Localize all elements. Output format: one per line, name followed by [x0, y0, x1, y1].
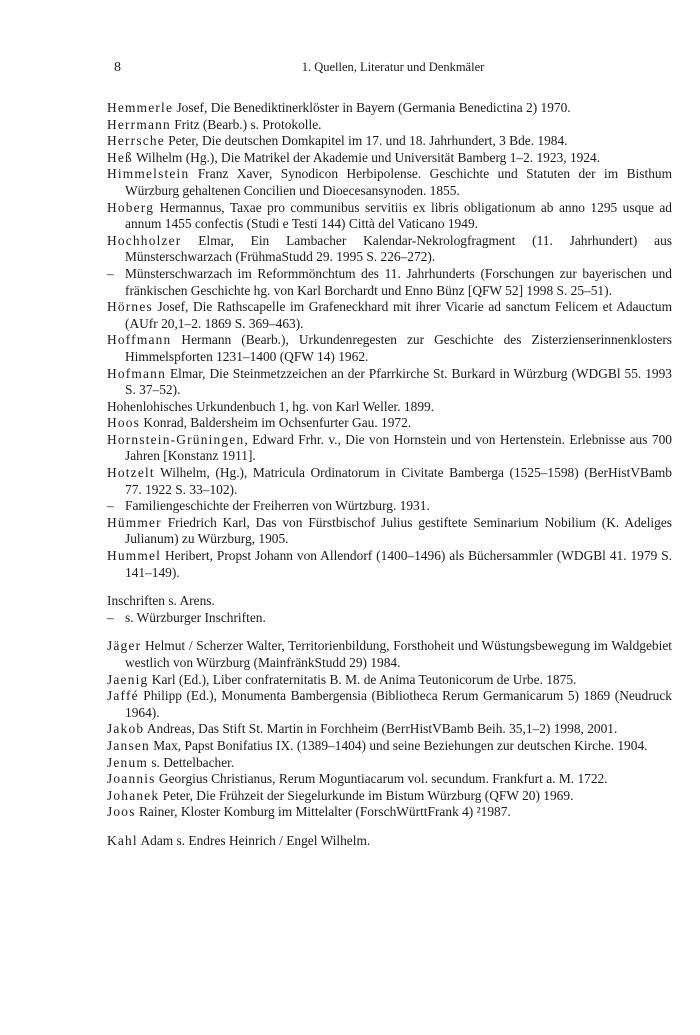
bibliography-entry — [107, 755, 672, 772]
bibliography-entry — [107, 688, 672, 721]
entry-author: Hörnes — [107, 299, 153, 315]
bibliography-entry — [107, 788, 672, 805]
entry-text: Peter, Die Frühzeit der Siegelurkunde im Bistum Würzburg (QFW 20) 1969. — [159, 787, 574, 803]
entry-author: Johanek — [107, 787, 160, 803]
entry-text: Hohenlohisches Urkundenbuch 1, hg. von Karl Weller. 1899. — [107, 398, 435, 414]
entry-text: Adam s. Endres Heinrich / Engel Wilhelm. — [137, 832, 371, 848]
bibliography-entry — [107, 515, 672, 548]
entry-text: Münsterschwarzach im Reformmönchtum des 11. Jahrhunderts (Forschungen zur bayerischen und fränkischen Geschichte hg. von Karl Borchardt und Enno Bünz [QFW 52] 1998 S. 25–51). — [125, 265, 672, 298]
entry-text: Josef, Die Rathscapelle im Grafeneckhard mit ihrer Vicarie ad sanctum Felicem et Adauctum (AUfr 20,1–2. 1869 S. 369–463). — [125, 299, 672, 331]
bibliography-entry — [107, 593, 672, 610]
entry-text: Peter, Die deutschen Domkapitel im 17. und 18. Jahrhundert, 3 Bde. 1984. — [164, 133, 568, 149]
bibliography-entry — [107, 638, 672, 671]
bibliography-entry — [107, 266, 672, 299]
bibliography-entry — [107, 117, 672, 134]
entry-text: Inschriften s. Arens. — [107, 593, 215, 609]
bibliography-entry — [107, 299, 672, 332]
running-title: 1. Quellen, Literatur und Denkmäler — [301, 60, 485, 74]
entry-text: , Edward Frhr. v., Die von Hornstein und von Hertenstein. Erlebnisse aus 700 Jahren [Konstanz 1911]. — [125, 431, 672, 464]
bibliography-entry — [107, 833, 672, 850]
entry-text: Georgius Christianus, Rerum Moguntiacarum vol. secundum. Frankfurt a. M. 1722. — [155, 771, 608, 787]
entry-author: Jakob — [107, 721, 145, 737]
entry-text: Konrad, Baldersheim im Ochsenfurter Gau. 1972. — [140, 415, 412, 431]
entry-text: s. Würzburger Inschriften. — [125, 609, 266, 625]
entry-text: Friedrich Karl, Das von Fürstbischof Julius gestiftete Seminarium Nobilium (K. Adeliges Julianum) zu Würzburg, 1905. — [125, 514, 672, 547]
entry-author: Joos — [107, 804, 136, 820]
entry-text: Elmar, Die Steinmetzzeichen an der Pfarrkirche St. Burkard in Würzburg (WDGBl 55. 1993 S. 37–52). — [125, 365, 672, 398]
bibliography-list — [107, 100, 672, 850]
bibliography-entry — [107, 399, 672, 416]
bibliography-entry — [107, 100, 672, 117]
entry-text: Familiengeschichte der Freiherren von Würtzburg. 1931. — [125, 498, 430, 514]
entry-text: Fritz (Bearb.) s. Protokolle. — [170, 116, 322, 132]
entry-text: Wilhelm (Hg.), Die Matrikel der Akademie und Universität Bamberg 1–2. 1923, 1924. — [132, 149, 601, 165]
bibliography-entry — [107, 721, 672, 738]
entry-text: Andreas, Das Stift St. Martin in Forchheim (BerrHistVBamb Beih. 35,1–2) 1998, 2001. — [144, 721, 618, 737]
entry-author: Hotzelt — [107, 465, 155, 481]
bibliography-group-i — [107, 593, 672, 626]
bibliography-group-j — [107, 638, 672, 821]
entry-author: Jansen — [107, 737, 150, 753]
bibliography-entry — [107, 150, 672, 167]
entry-text: Hermann (Bearb.), Urkundenregesten zur Geschichte des Zisterzienserinnenklosters Himmelspforten 1231–1400 (QFW 14) 1962. — [125, 332, 672, 364]
entry-author: Hoos — [107, 415, 141, 431]
entry-author: Jaenig — [107, 671, 149, 687]
entry-author: Hummel — [107, 548, 162, 564]
entry-author: Himmelstein — [107, 166, 190, 182]
ditto-dash: – — [107, 609, 114, 625]
entry-author: Hornstein-Grüningen — [107, 431, 245, 447]
entry-author: Jenum — [107, 754, 148, 770]
ditto-dash: – — [107, 498, 114, 514]
entry-text: Max, Papst Bonifatius IX. (1389–1404) und seine Beziehungen zur deutschen Kirche. 1904. — [149, 737, 648, 753]
entry-text: Elmar, Ein Lambacher Kalendar-Nekrologfragment (11. Jahrhundert) aus Münsterschwarzach (FrühmaStudd 29. 1995 S. 226–272). — [125, 232, 672, 265]
bibliography-entry — [107, 166, 672, 199]
entry-author: Jäger — [107, 638, 142, 654]
bibliography-entry — [107, 415, 672, 432]
bibliography-entry — [107, 672, 672, 689]
page-header — [114, 60, 672, 80]
entry-author: Heß — [107, 149, 133, 165]
entry-text: Franz Xaver, Synodicon Herbipolense. Geschichte und Statuten der im Bisthum Würzburg gehaltenen Concilien und Dioecesansynoden. 1855. — [125, 166, 672, 198]
bibliography-entry — [107, 432, 672, 465]
bibliography-entry — [107, 366, 672, 399]
bibliography-entry — [107, 233, 672, 266]
entry-author: Herrsche — [107, 133, 165, 149]
page-number: 8 — [114, 60, 121, 75]
entry-text: Josef, Die Benediktinerklöster in Bayern (Germania Benedictina 2) 1970. — [173, 100, 571, 115]
bibliography-group-h — [107, 100, 672, 581]
entry-text: Philipp (Ed.), Monumenta Bambergensia (Bibliotheca Rerum Germanicarum 5) 1869 (Neudruck 1964). — [125, 688, 672, 720]
entry-author: Kahl — [107, 832, 138, 848]
entry-text: Heribert, Propst Johann von Allendorf (1400–1496) als Büchersammler (WDGBl 41. 1979 S. 141–149). — [125, 548, 672, 580]
group-spacer — [107, 581, 672, 593]
bibliography-entry — [107, 200, 672, 233]
entry-author: Hochholzer — [107, 232, 182, 248]
entry-text: Rainer, Kloster Komburg im Mittelalter (ForschWürttFrank 4) ²1987. — [135, 804, 511, 820]
bibliography-entry — [107, 498, 672, 515]
bibliography-entry — [107, 771, 672, 788]
entry-author: Herrmann — [107, 116, 171, 132]
entry-author: Hoberg — [107, 199, 155, 215]
entry-author: Hümmer — [107, 514, 162, 530]
bibliography-entry — [107, 804, 672, 821]
ditto-dash: – — [107, 265, 114, 281]
entry-text: Hermannus, Taxae pro communibus servitiis ex libris obligationum ab anno 1295 usque ad annum 1455 confectis (Studi e Testi 144) Città del Vaticano 1949. — [125, 199, 672, 232]
entry-text: Karl (Ed.), Liber confraternitatis B. M. de Anima Teutonicorum de Urbe. 1875. — [148, 671, 577, 687]
bibliography-entry — [107, 548, 672, 581]
bibliography-entry — [107, 738, 672, 755]
entry-text: Helmut / Scherzer Walter, Territorienbildung, Forsthoheit und Wüstungsbewegung im Waldgebiet westlich von Würzburg (MainfränkStudd 29) 1984. — [125, 638, 672, 670]
bibliography-entry — [107, 133, 672, 150]
entry-author: Hemmerle — [107, 100, 174, 115]
bibliography-entry — [107, 332, 672, 365]
group-spacer — [107, 626, 672, 638]
bibliography-entry — [107, 610, 672, 627]
entry-author: Hoffmann — [107, 332, 172, 348]
entry-text: Wilhelm, (Hg.), Matricula Ordinatorum in Civitate Bamberga (1525–1598) (BerHistVBamb 77. 1922 S. 33–102). — [125, 465, 672, 497]
entry-author: Joannis — [107, 771, 156, 787]
bibliography-group-k — [107, 833, 672, 850]
bibliography-entry — [107, 465, 672, 498]
group-spacer — [107, 821, 672, 833]
entry-text: s. Dettelbacher. — [147, 754, 235, 770]
entry-author: Jaffé — [107, 688, 139, 704]
entry-author: Hofmann — [107, 365, 166, 381]
